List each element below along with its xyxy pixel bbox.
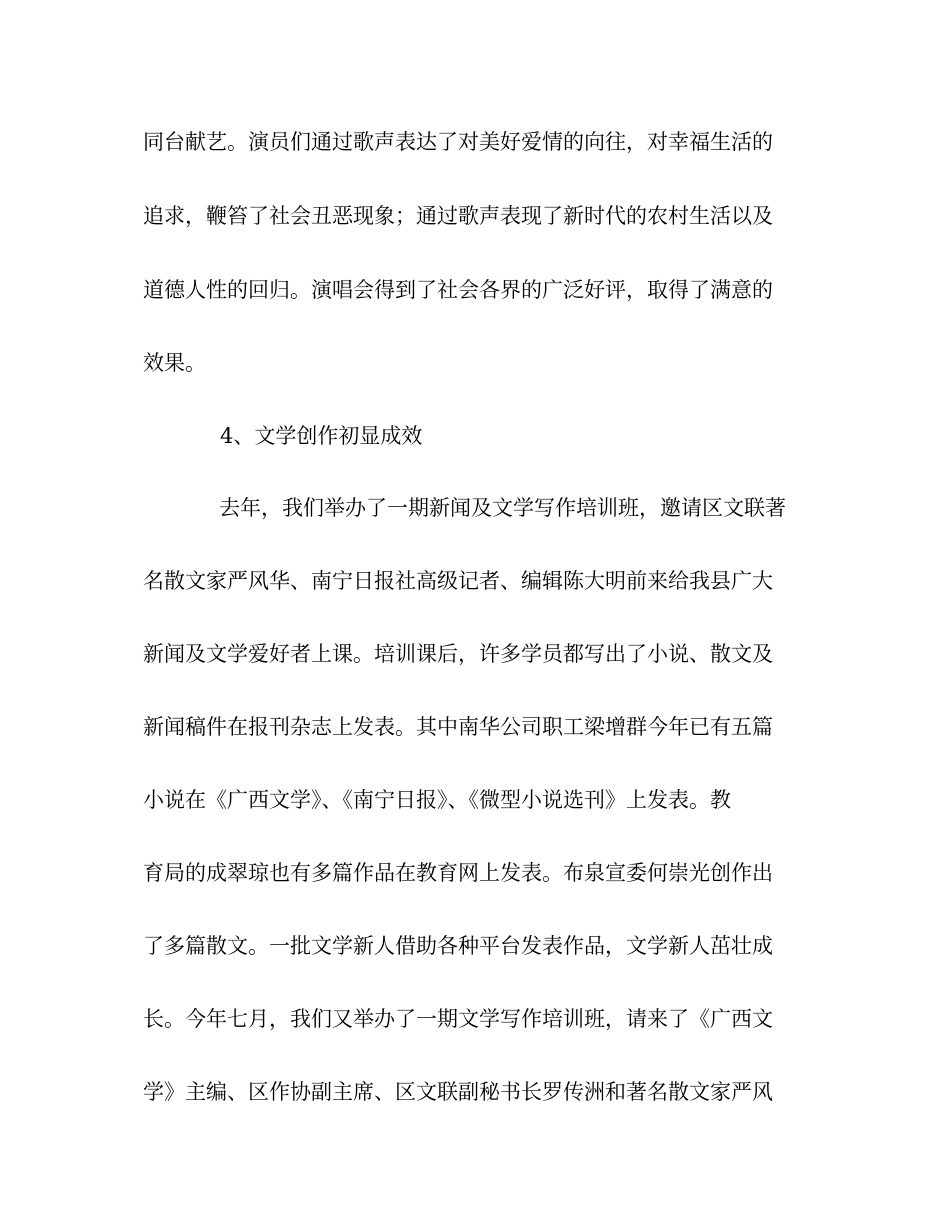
paragraph-line: 育局的成翠琼也有多篇作品在教育网上发表。布泉宣委何崇光创作出 bbox=[143, 861, 773, 885]
section-heading: 4、文学创作初显成效 bbox=[220, 424, 423, 448]
paragraph-line: 道德人性的回归。演唱会得到了社会各界的广泛好评，取得了满意的 bbox=[143, 278, 773, 302]
paragraph-line: 名散文家严风华、南宁日报社高级记者、编辑陈大明前来给我县广大 bbox=[143, 569, 773, 593]
paragraph-line: 了多篇散文。一批文学新人借助各种平台发表作品，文学新人茁壮成 bbox=[143, 934, 773, 958]
paragraph-line: 小说在《广西文学》、《南宁日报》、《微型小说选刊》上发表。教 bbox=[143, 788, 731, 812]
paragraph-line: 新闻及文学爱好者上课。培训课后，许多学员都写出了小说、散文及 bbox=[143, 642, 773, 666]
paragraph-line: 效果。 bbox=[143, 351, 206, 375]
paragraph-line: 学》主编、区作协副主席、区文联副秘书长罗传洲和著名散文家严风 bbox=[143, 1080, 773, 1104]
paragraph-line: 同台献艺。演员们通过歌声表达了对美好爱情的向往，对幸福生活的 bbox=[143, 130, 773, 154]
paragraph-line: 长。今年七月，我们又举办了一期文学写作培训班，请来了《广西文 bbox=[143, 1007, 773, 1031]
paragraph-line: 去年，我们举办了一期新闻及文学写作培训班，邀请区文联著 bbox=[219, 496, 786, 520]
paragraph-line: 追求，鞭笞了社会丑恶现象；通过歌声表现了新时代的农村生活以及 bbox=[143, 204, 773, 228]
paragraph-line: 新闻稿件在报刊杂志上发表。其中南华公司职工梁增群今年已有五篇 bbox=[143, 715, 773, 739]
